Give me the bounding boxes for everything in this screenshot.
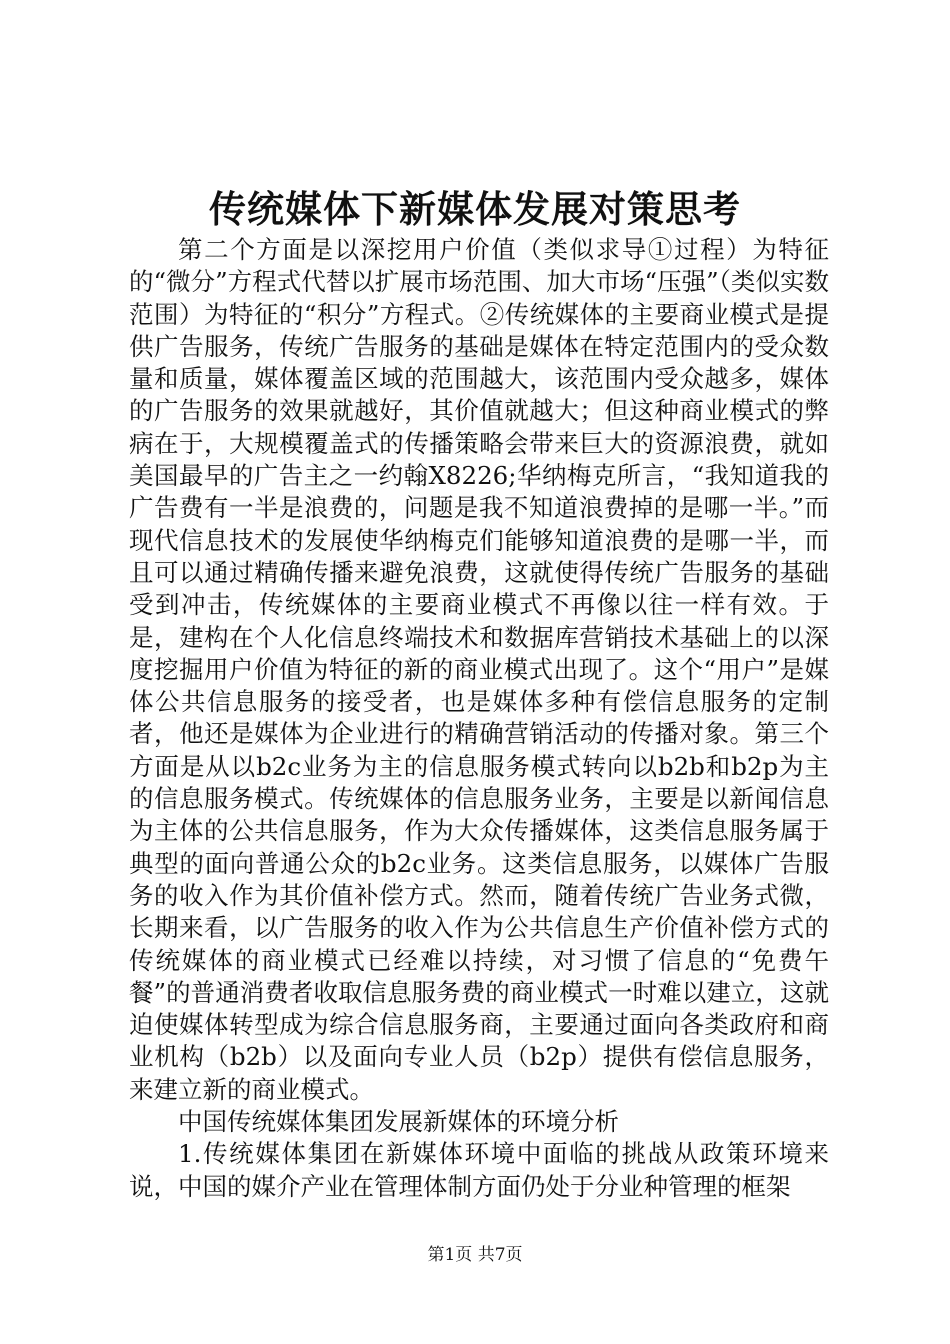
section-heading: 中国传统媒体集团发展新媒体的环境分析 xyxy=(178,1107,619,1137)
document-title: 传统媒体下新媒体发展对策思考 xyxy=(209,187,741,231)
document-body xyxy=(129,234,829,1203)
page-indicator: 第1页 共7页 xyxy=(427,1245,523,1265)
body-paragraph: 第二个方面是以深挖用户价值（类似求导①过程）为特征的“微分”方程式代替以扩展市场范围、加大市场“压强”（类似实数范围）为特征的“积分”方程式。②传统媒体的主要商业模式是提供广告服务，传统广告服务的基础是媒体在特定范围内的受众数量和质量，媒体覆盖区域的范围越大，该范围内受众越多，媒体的广告服务的效果就越好，其价值就越大；但这种商业模式的弊病在于，大规模覆盖式的传播策略会带来巨大的资源浪费，就如美国最早的广告主之一约翰X8226;华纳梅克所言，“我知道我的广告费有一半是浪费的，问题是我不知道浪费掉的是哪一半。”而现代信息技术的发展使华纳梅克们能够知道浪费的是哪一半，而且可以通过精确传播来避免浪费，这就使得传统广告服务的基础受到冲击，传统媒体的主要商业模式不再像以往一样有效。于是，建构在个人化信息终端技术和数据库营销技术基础上的以深度挖掘用户价值为特征的新的商业模式出现了。这个“用户”是媒体公共信息服务的接受者，也是媒体多种有偿信息服务的定制者，他还是媒体为企业进行的精确营销活动的传播对象。第三个方面是从以b2c业务为主的信息服务模式转向以b2b和b2p为主的信息服务模式。传统媒体的信息服务业务，主要是以新闻信息为主体的公共信息服务，作为大众传播媒体，这类信息服务属于典型的面向普通公众的b2c业务。这类信息服务，以媒体广告服务的收入作为其价值补偿方式。然而，随着传统广告业务式微，长期来看，以广告服务的收入作为公共信息生产价值补偿方式的传统媒体的商业模式已经难以持续，对习惯了信息的“免费午餐”的普通消费者收取信息服务费的商业模式一时难以建立，这就迫使媒体转型成为综合信息服务商，主要通过面向各类政府和商业机构（b2b）以及面向专业人员（b2p）提供有偿信息服务，来建立新的商业模式。 xyxy=(129,235,829,1104)
page-footer xyxy=(0,1244,950,1266)
body-paragraph: 1.传统媒体集团在新媒体环境中面临的挑战从政策环境来说，中国的媒介产业在管理体制方面仍处于分业种管理的框架 xyxy=(129,1139,829,1201)
